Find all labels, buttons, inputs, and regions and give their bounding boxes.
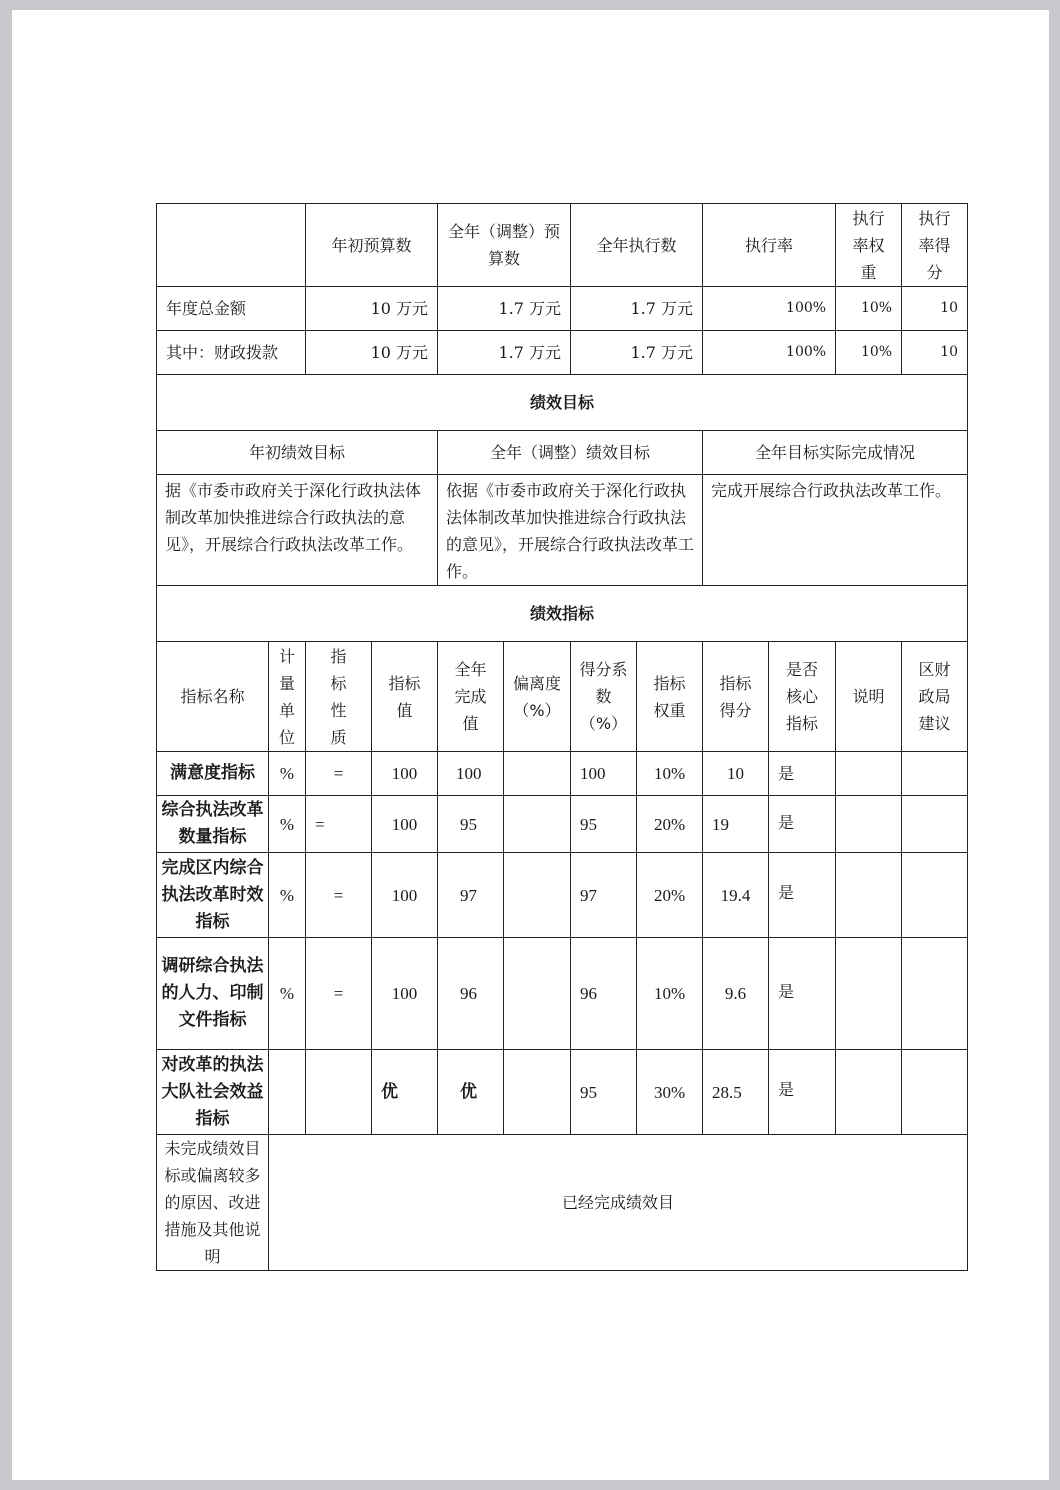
header-initial-budget: 年初预算数 xyxy=(306,204,438,287)
budget-row-label: 其中：财政拨款 xyxy=(157,331,306,375)
indicator-note xyxy=(836,938,902,1050)
budget-row xyxy=(157,287,968,331)
indicator-note xyxy=(836,796,902,853)
budget-row-adjusted: 1.7 万元 xyxy=(438,287,571,331)
ind-header-name: 指标名称 xyxy=(157,642,269,752)
indicator-deviation xyxy=(504,796,571,853)
ind-header-deviation: 偏离度（%） xyxy=(504,642,571,752)
performance-table xyxy=(156,203,959,1271)
indicator-nature: = xyxy=(306,752,372,796)
indicator-nature: = xyxy=(306,796,372,853)
goals-header-row xyxy=(157,431,968,475)
ind-header-weight: 指标权重 xyxy=(637,642,703,752)
budget-row-score: 10 xyxy=(902,331,968,375)
ind-header-note: 说明 xyxy=(836,642,902,752)
budget-row-initial: 10 万元 xyxy=(306,331,438,375)
indicator-weight: 10% xyxy=(637,752,703,796)
indicator-value: 100 xyxy=(372,853,438,938)
indicator-completed: 100 xyxy=(438,752,504,796)
indicator-name: 综合执法改革数量指标 xyxy=(157,796,269,853)
goals-adjusted-text: 依据《市委市政府关于深化行政执法体制改革加快推进综合行政执法的意见》，开展综合行政执法改革工作。 xyxy=(438,475,703,586)
indicator-unit xyxy=(269,1050,306,1135)
indicator-value: 优 xyxy=(372,1050,438,1135)
indicator-row xyxy=(157,796,968,853)
budget-row-score: 10 xyxy=(902,287,968,331)
indicator-score: 9.6 xyxy=(703,938,769,1050)
indicator-name: 调研综合执法的人力、印制文件指标 xyxy=(157,938,269,1050)
indicator-unit: % xyxy=(269,853,306,938)
indicator-value: 100 xyxy=(372,938,438,1050)
budget-row-executed: 1.7 万元 xyxy=(571,287,703,331)
indicator-deviation xyxy=(504,938,571,1050)
indicator-core: 是 xyxy=(769,938,836,1050)
indicator-unit: % xyxy=(269,796,306,853)
ind-header-nature: 指标性质 xyxy=(306,642,372,752)
indicator-deviation xyxy=(504,853,571,938)
indicator-value: 100 xyxy=(372,752,438,796)
indicator-coef: 100 xyxy=(571,752,637,796)
indicator-weight: 20% xyxy=(637,853,703,938)
indicator-completed: 95 xyxy=(438,796,504,853)
budget-row-weight: 10% xyxy=(836,287,902,331)
indicator-advice xyxy=(902,853,968,938)
indicators-section-title: 绩效指标 xyxy=(157,586,968,642)
indicator-score: 10 xyxy=(703,752,769,796)
indicator-deviation xyxy=(504,1050,571,1135)
budget-row-label: 年度总金额 xyxy=(157,287,306,331)
indicator-coef: 96 xyxy=(571,938,637,1050)
indicator-deviation xyxy=(504,752,571,796)
header-rate-score: 执行率得分 xyxy=(902,204,968,287)
indicator-weight: 10% xyxy=(637,938,703,1050)
indicator-nature xyxy=(306,1050,372,1135)
header-execution-rate: 执行率 xyxy=(703,204,836,287)
indicator-name: 完成区内综合执法改革时效指标 xyxy=(157,853,269,938)
budget-row xyxy=(157,331,968,375)
indicator-advice xyxy=(902,752,968,796)
indicator-coef: 97 xyxy=(571,853,637,938)
indicator-core: 是 xyxy=(769,752,836,796)
indicator-completed: 97 xyxy=(438,853,504,938)
indicator-value: 100 xyxy=(372,796,438,853)
indicator-advice xyxy=(902,938,968,1050)
budget-header-row xyxy=(157,204,968,287)
indicator-row xyxy=(157,853,968,938)
indicator-score: 19 xyxy=(703,796,769,853)
indicator-row xyxy=(157,752,968,796)
goals-initial-text: 据《市委市政府关于深化行政执法体制改革加快推进综合行政执法的意见》，开展综合行政执法改革工作。 xyxy=(157,475,438,586)
header-executed: 全年执行数 xyxy=(571,204,703,287)
goals-col-actual: 全年目标实际完成情况 xyxy=(703,431,968,475)
ind-header-unit: 计量单位 xyxy=(269,642,306,752)
indicator-weight: 30% xyxy=(637,1050,703,1135)
goals-text-row xyxy=(157,475,968,586)
header-rate-weight: 执行率权重 xyxy=(836,204,902,287)
indicator-note xyxy=(836,1050,902,1135)
goals-col-adjusted: 全年（调整）绩效目标 xyxy=(438,431,703,475)
indicator-core: 是 xyxy=(769,853,836,938)
goals-section-row xyxy=(157,375,968,431)
indicator-row xyxy=(157,1050,968,1135)
ind-header-score: 指标得分 xyxy=(703,642,769,752)
indicator-score: 28.5 xyxy=(703,1050,769,1135)
indicator-core: 是 xyxy=(769,796,836,853)
indicator-score: 19.4 xyxy=(703,853,769,938)
budget-row-rate: 100% xyxy=(703,331,836,375)
indicator-completed: 96 xyxy=(438,938,504,1050)
indicator-weight: 20% xyxy=(637,796,703,853)
indicator-row xyxy=(157,938,968,1050)
indicator-coef: 95 xyxy=(571,1050,637,1135)
indicator-nature: = xyxy=(306,938,372,1050)
remarks-text: 已经完成绩效目 xyxy=(269,1135,968,1271)
ind-header-value: 指标值 xyxy=(372,642,438,752)
budget-row-executed: 1.7 万元 xyxy=(571,331,703,375)
indicator-core: 是 xyxy=(769,1050,836,1135)
goals-actual-text: 完成开展综合行政执法改革工作。 xyxy=(703,475,968,586)
indicator-note xyxy=(836,752,902,796)
indicator-advice xyxy=(902,796,968,853)
ind-header-completed: 全年完成值 xyxy=(438,642,504,752)
ind-header-core: 是否核心指标 xyxy=(769,642,836,752)
goals-section-title: 绩效目标 xyxy=(157,375,968,431)
indicator-completed: 优 xyxy=(438,1050,504,1135)
indicators-section-row xyxy=(157,586,968,642)
header-adjusted-budget: 全年（调整）预算数 xyxy=(438,204,571,287)
budget-row-rate: 100% xyxy=(703,287,836,331)
indicator-nature: = xyxy=(306,853,372,938)
indicator-unit: % xyxy=(269,752,306,796)
budget-row-weight: 10% xyxy=(836,331,902,375)
document-page xyxy=(12,10,1049,1480)
ind-header-advice: 区财政局建议 xyxy=(902,642,968,752)
remarks-row xyxy=(157,1135,968,1271)
indicator-name: 满意度指标 xyxy=(157,752,269,796)
goals-col-initial: 年初绩效目标 xyxy=(157,431,438,475)
indicator-coef: 95 xyxy=(571,796,637,853)
remarks-label: 未完成绩效目标或偏离较多的原因、改进措施及其他说明 xyxy=(157,1135,269,1271)
indicators-header-row xyxy=(157,642,968,752)
indicator-name: 对改革的执法大队社会效益指标 xyxy=(157,1050,269,1135)
ind-header-coef: 得分系数（%） xyxy=(571,642,637,752)
budget-row-adjusted: 1.7 万元 xyxy=(438,331,571,375)
indicator-unit: % xyxy=(269,938,306,1050)
budget-row-initial: 10 万元 xyxy=(306,287,438,331)
indicator-note xyxy=(836,853,902,938)
budget-header-blank xyxy=(157,204,306,287)
indicator-advice xyxy=(902,1050,968,1135)
